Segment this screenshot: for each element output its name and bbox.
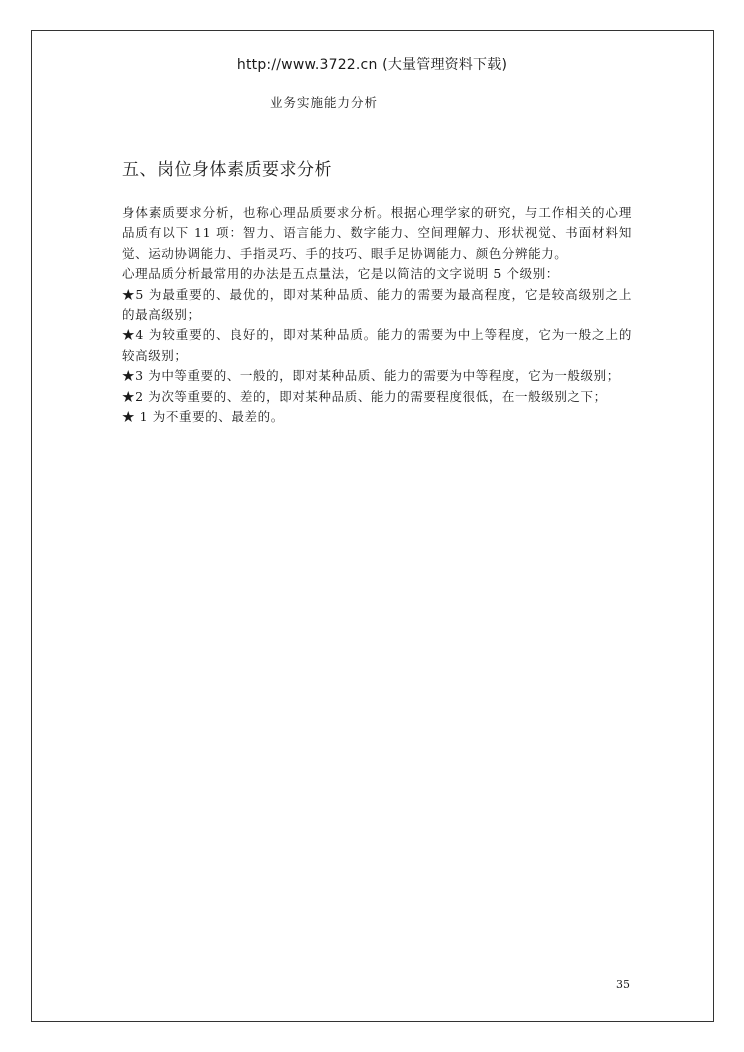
list-item-level-3: ★3 为中等重要的、一般的，即对某种品质、能力的需要为中等程度，它为一般级别；: [122, 368, 620, 384]
page-number: 35: [616, 978, 630, 991]
body-text: [122, 203, 632, 427]
paragraph-method: 心理品质分析最常用的办法是五点量法，它是以简洁的文字说明 5 个级别：: [122, 266, 559, 282]
paragraph-intro: 身体素质要求分析，也称心理品质要求分析。根据心理学家的研究，与工作相关的心理品质有以下 11 项：智力、语言能力、数字能力、空间理解力、形状视觉、书面材料知觉、运动协调能力、手指灵巧、手的技巧、眼手足协调能力、颜色分辨能力。: [122, 205, 632, 261]
list-item-level-1: ★ 1 为不重要的、最差的。: [122, 409, 284, 425]
header-subtitle: 业务实施能力分析: [270, 95, 379, 110]
section-title: 五、岗位身体素质要求分析: [122, 160, 332, 180]
list-item-level-4: ★4 为较重要的、良好的，即对某种品质。能力的需要为中上等程度，它为一般之上的较高级别；: [122, 327, 632, 363]
list-item-level-2: ★2 为次等重要的、差的，即对某种品质、能力的需要程度很低，在一般级别之下；: [122, 388, 607, 404]
header-url: http://www.3722.cn (大量管理资料下载): [236, 57, 508, 73]
list-item-level-5: ★5 为最重要的、最优的，即对某种品质、能力的需要为最高程度，它是较高级别之上的最高级别；: [122, 286, 632, 323]
